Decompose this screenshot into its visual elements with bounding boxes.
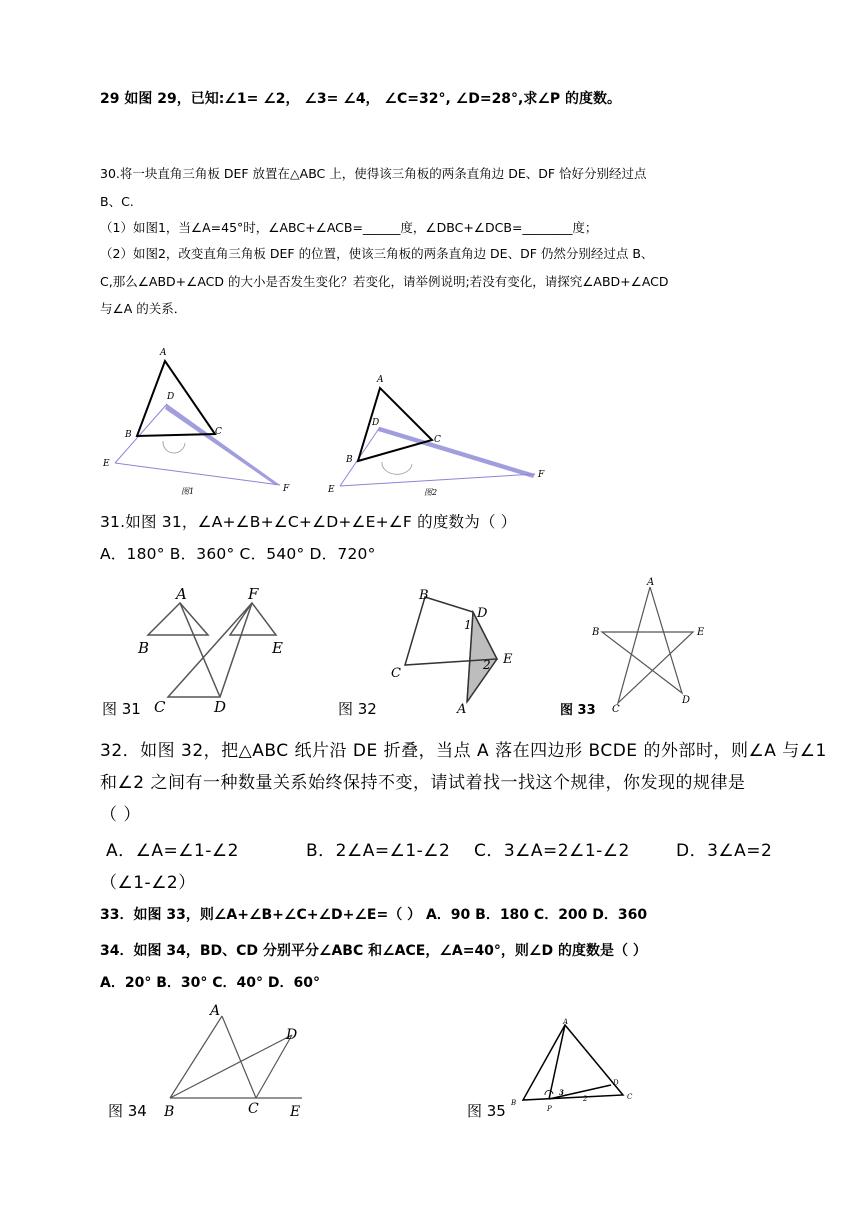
fig1-label-F: F [283, 484, 290, 494]
fig34-label-C: C [248, 1101, 259, 1117]
fig2-label-F: F [538, 470, 545, 480]
figure-31-caption: 图 31 [102, 700, 141, 718]
question-34-options: A．20° B．30° C．40° D．60° [100, 975, 320, 991]
figure-34-caption: 图 34 [108, 1102, 147, 1120]
fig35-label-A: A [563, 1018, 569, 1026]
fig35-label-B: B [511, 1099, 517, 1107]
fig33-label-A: A [647, 577, 655, 588]
figure-35 [505, 1015, 640, 1115]
fig33-label-B: B [592, 627, 600, 638]
figure-32-caption: 图 32 [338, 700, 377, 718]
fig2-caption: 图2 [424, 488, 438, 497]
question-30-line6: 与∠A 的关系． [100, 301, 187, 316]
fig31-label-F: F [248, 585, 259, 603]
question-34: 34．如图 34，BD、CD 分别平分∠ABC 和∠ACE，∠A=40°，则∠D 的度数是（ ） [100, 943, 647, 959]
question-30-line2: B、C. [100, 194, 134, 209]
fig31-label-A: A [176, 585, 187, 603]
question-31: 31.如图 31，∠A+∠B+∠C+∠D+∠E+∠F 的度数为（ ） [100, 513, 517, 531]
fig33-label-C: C [612, 704, 620, 715]
fig35-label-3: 3 [559, 1088, 564, 1097]
fig1-label-A: A [160, 348, 167, 358]
figure-34 [160, 1000, 310, 1120]
fig31-label-C: C [154, 698, 166, 716]
fig32-label-1: 1 [464, 618, 472, 632]
question-30-part1: （1）如图1，当∠A=45°时，∠ABC+∠ACB=______度，∠DBC+∠DCB=________度； [100, 220, 598, 235]
figure-2 [320, 370, 555, 500]
fig35-label-P: P [547, 1105, 552, 1113]
fig2-label-B: B [346, 455, 353, 465]
fig31-label-D: D [214, 698, 227, 716]
fig1-label-B: B [125, 430, 132, 440]
fig33-label-E: E [697, 627, 705, 638]
fig2-label-C: C [434, 435, 441, 445]
question-31-options: A．180° B．360° C．540° D．720° [100, 545, 376, 563]
fig34-label-A: A [210, 1003, 221, 1019]
fig34-label-D: D [286, 1027, 298, 1043]
fig34-label-B: B [164, 1104, 175, 1120]
fig32-label-E: E [503, 652, 513, 667]
question-30-line1: 30.将一块直角三角板 DEF 放置在△ABC 上，使得该三角板的两条直角边 DE、DF 恰好分别经过点 [100, 166, 647, 181]
question-32-option-a: A．∠A=∠1-∠2 [106, 841, 239, 861]
question-32-option-b: B．2∠A=∠1-∠2 [306, 841, 451, 861]
fig32-label-D: D [477, 606, 488, 621]
fig32-label-C: C [391, 666, 401, 681]
fig33-label-D: D [682, 695, 691, 706]
question-29: 29 如图 29，已知:∠1= ∠2， ∠3= ∠4， ∠C=32°, ∠D=28°,求∠P 的度数。 [100, 91, 622, 107]
question-33: 33．如图 33，则∠A+∠B+∠C+∠D+∠E=（ ） A．90 B．180 C．200 D．360 [100, 907, 648, 923]
fig35-label-C: C [627, 1093, 633, 1101]
fig31-label-E: E [272, 639, 283, 657]
figure-35-caption: 图 35 [467, 1102, 506, 1120]
fig1-label-C: C [215, 427, 222, 437]
figure-33-caption: 图 33 [560, 703, 596, 718]
fig1-label-E: E [103, 459, 110, 469]
fig32-label-A: A [457, 702, 467, 717]
fig2-label-E: E [328, 485, 335, 495]
fig35-label-D: D [613, 1079, 619, 1087]
figure-32 [385, 585, 530, 715]
figure-33 [588, 575, 713, 715]
figure-1 [95, 345, 305, 500]
fig1-label-D: D [167, 392, 175, 402]
question-32-option-d: D．3∠A=2 [676, 841, 773, 861]
fig2-label-A: A [377, 375, 384, 385]
question-32-line2: 和∠2 之间有一种数量关系始终保持不变，请试着找一找这个规律，你发现的规律是 [100, 773, 746, 793]
question-32-line5: （∠1-∠2） [100, 873, 196, 893]
question-30-line5: C,那么∠ABD+∠ACD 的大小是否发生变化？若变化，请举例说明;若没有变化，请探究∠ABD+∠ACD [100, 274, 669, 289]
fig32-label-B: B [419, 588, 429, 603]
question-32-option-c: C．3∠A=2∠1-∠2 [474, 841, 630, 861]
question-32-line3: （ ） [100, 805, 141, 825]
fig32-label-2: 2 [483, 658, 491, 672]
fig1-caption: 图1 [181, 487, 195, 496]
question-32-line1: 32．如图 32，把△ABC 纸片沿 DE 折叠，当点 A 落在四边形 BCDE 的外部时，则∠A 与∠1 [100, 741, 827, 761]
figure-31 [130, 585, 300, 715]
fig2-label-D: D [372, 418, 380, 428]
fig31-label-B: B [138, 639, 150, 657]
fig34-label-E: E [290, 1104, 301, 1120]
fig35-label-2: 2 [583, 1095, 588, 1103]
question-30-part2: （2）如图2，改变直角三角板 DEF 的位置，使该三角板的两条直角边 DE、DF 仍然分别经过点 B、 [100, 246, 654, 261]
